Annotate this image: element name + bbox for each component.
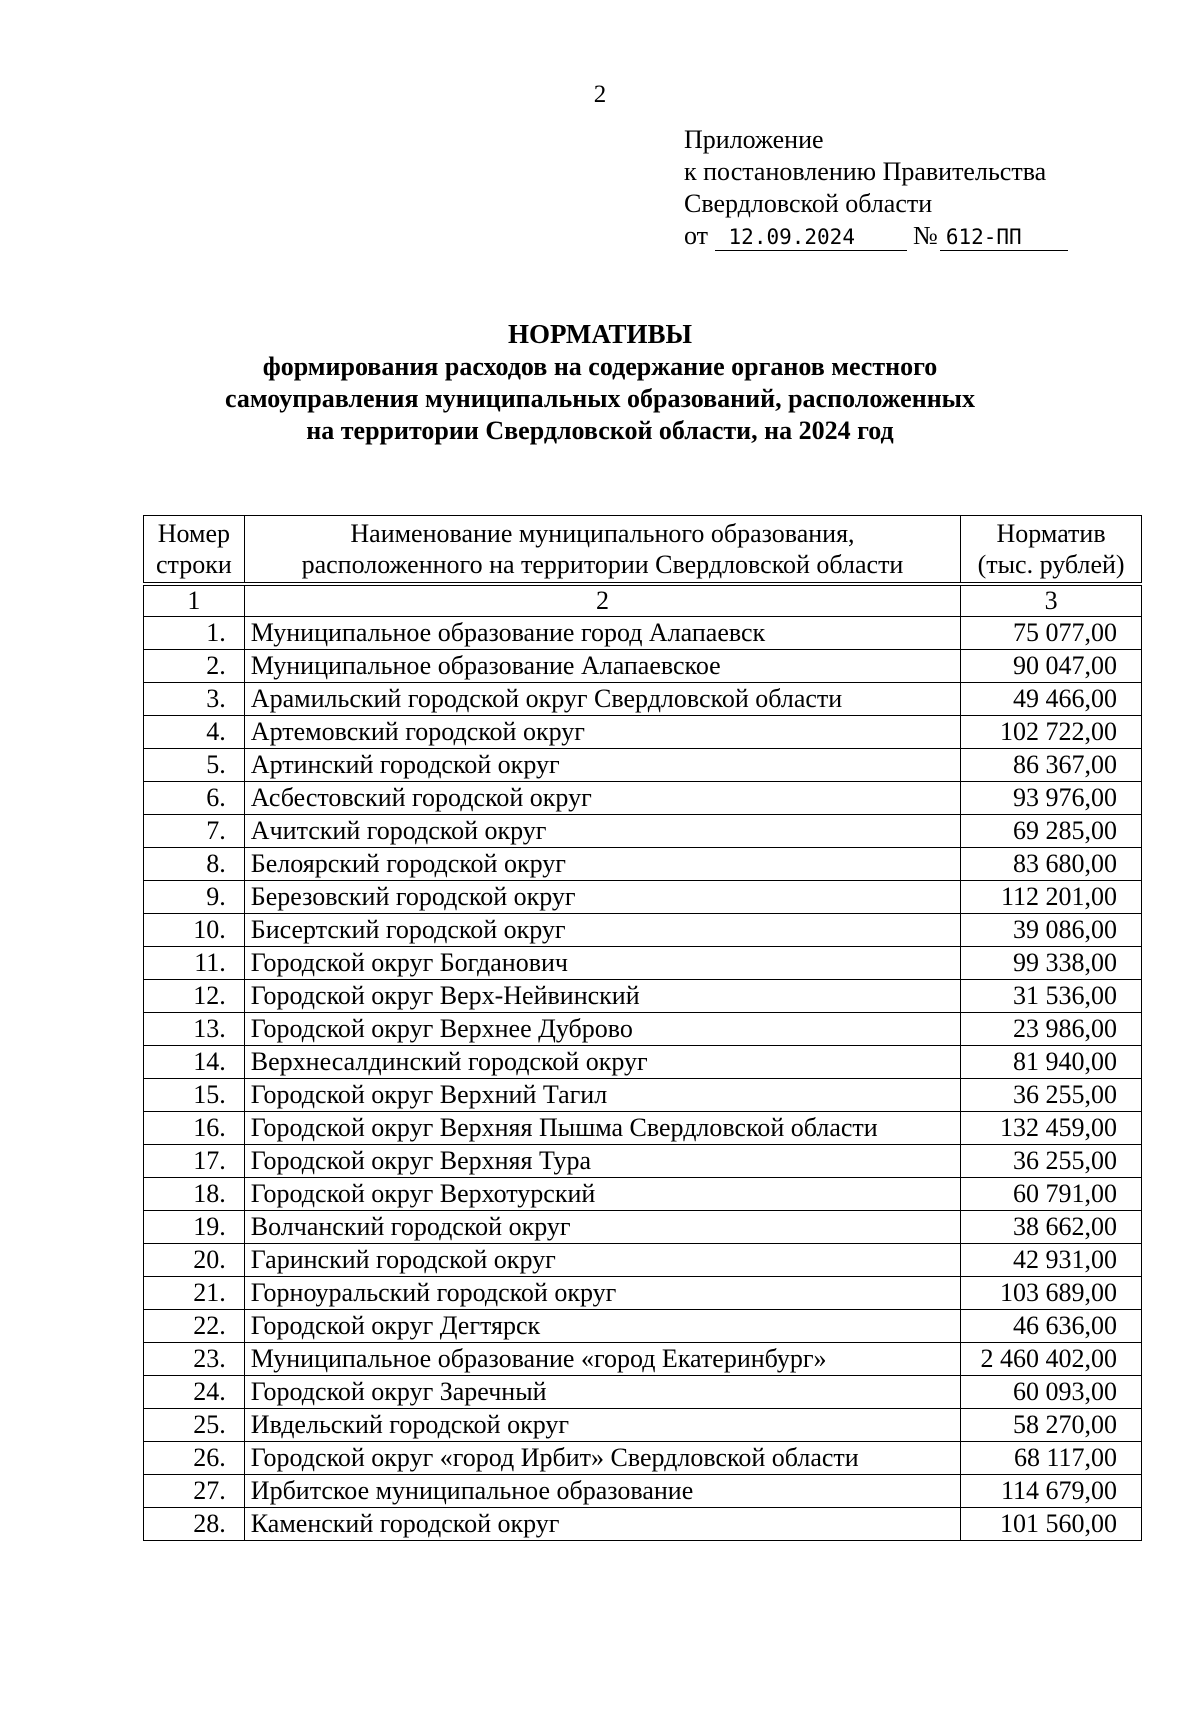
table-row [144,1013,1142,1046]
norm-value: 36 255,00 [961,1145,1142,1178]
row-number: 14. [144,1046,245,1079]
table-header-row [144,516,1142,585]
norm-value: 83 680,00 [961,848,1142,881]
row-number: 6. [144,782,245,815]
norm-value: 132 459,00 [961,1112,1142,1145]
title-line-1: формирования расходов на содержание органов местного [262,352,938,381]
row-number: 8. [144,848,245,881]
row-number: 25. [144,1409,245,1442]
municipality-name: Ирбитское муниципальное образование [244,1475,960,1508]
norm-value: 46 636,00 [961,1310,1142,1343]
municipality-name: Ивдельский городской округ [244,1409,960,1442]
row-number: 27. [144,1475,245,1508]
municipality-name: Ачитский городской округ [244,815,960,848]
norm-value: 23 986,00 [961,1013,1142,1046]
table-row [144,1409,1142,1442]
municipality-name: Каменский городской округ [244,1508,960,1541]
date-prefix: от [684,221,709,250]
row-number: 23. [144,1343,245,1376]
row-number: 5. [144,749,245,782]
page-number: 2 [593,81,607,108]
norm-value: 60 791,00 [961,1178,1142,1211]
municipality-name: Березовский городской округ [244,881,960,914]
table-row [144,947,1142,980]
municipality-name: Городской округ Верхняя Пышма Свердловской области [244,1112,960,1145]
title-line-3: на территории Свердловской области, на 2024 год [306,416,894,445]
municipality-name: Муниципальное образование «город Екатеринбург» [244,1343,960,1376]
norm-value: 31 536,00 [961,980,1142,1013]
norm-value: 81 940,00 [961,1046,1142,1079]
norm-value: 36 255,00 [961,1079,1142,1112]
norm-value: 68 117,00 [961,1442,1142,1475]
table-row [144,848,1142,881]
municipality-name: Городской округ «город Ирбит» Свердловской области [244,1442,960,1475]
header-row-number-line-2: строки [156,550,232,579]
appendix-block [684,124,1068,252]
header-norm-line-1: Норматив [996,519,1106,548]
header-norm-line-2: (тыс. рублей) [977,550,1125,579]
appendix-line-3: Свердловской области [684,189,933,218]
appendix-line-2: к постановлению Правительства [684,157,1047,186]
document-title [0,318,1200,447]
table-row [144,782,1142,815]
municipality-name: Городской округ Верхотурский [244,1178,960,1211]
municipality-name: Арамильский городской округ Свердловской области [244,683,960,716]
norm-value: 101 560,00 [961,1508,1142,1541]
norm-value: 86 367,00 [961,749,1142,782]
row-number: 17. [144,1145,245,1178]
norm-value: 114 679,00 [961,1475,1142,1508]
header-municipality [244,516,960,585]
table-row [144,914,1142,947]
table-row [144,1244,1142,1277]
table-row [144,1211,1142,1244]
norm-value: 99 338,00 [961,947,1142,980]
table-row [144,815,1142,848]
header-row-number-line-1: Номер [157,519,231,548]
norm-value: 75 077,00 [961,617,1142,650]
norm-value: 69 285,00 [961,815,1142,848]
row-number: 11. [144,947,245,980]
municipality-name: Городской округ Верх-Нейвинский [244,980,960,1013]
column-number-2: 2 [244,584,960,617]
municipality-name: Волчанский городской округ [244,1211,960,1244]
norm-value: 60 093,00 [961,1376,1142,1409]
column-number-1: 1 [144,584,245,617]
norm-value: 49 466,00 [961,683,1142,716]
table-row [144,1475,1142,1508]
row-number: 20. [144,1244,245,1277]
row-number: 3. [144,683,245,716]
row-number: 4. [144,716,245,749]
header-municipality-line-2: расположенного на территории Свердловской области [301,550,904,579]
table-row [144,650,1142,683]
appendix-reference-line [684,220,1068,252]
norm-value: 112 201,00 [961,881,1142,914]
row-number: 18. [144,1178,245,1211]
number-prefix: № [913,221,938,250]
header-municipality-line-1: Наименование муниципального образования, [350,519,855,548]
row-number: 28. [144,1508,245,1541]
row-number: 13. [144,1013,245,1046]
row-number: 15. [144,1079,245,1112]
norm-value: 2 460 402,00 [961,1343,1142,1376]
table-row [144,1310,1142,1343]
row-number: 24. [144,1376,245,1409]
table-row [144,1376,1142,1409]
table-row [144,716,1142,749]
municipality-name: Муниципальное образование Алапаевское [244,650,960,683]
table-row [144,1277,1142,1310]
municipality-name: Муниципальное образование город Алапаевск [244,617,960,650]
table-row [144,1178,1142,1211]
row-number: 7. [144,815,245,848]
column-number-row [144,584,1142,617]
row-number: 21. [144,1277,245,1310]
row-number: 12. [144,980,245,1013]
table-row [144,1145,1142,1178]
municipality-name: Городской округ Богданович [244,947,960,980]
norm-value: 102 722,00 [961,716,1142,749]
municipality-name: Городской округ Дегтярск [244,1310,960,1343]
municipality-name: Артемовский городской округ [244,716,960,749]
appendix-line-1: Приложение [684,125,824,154]
header-norm [961,516,1142,585]
municipality-name: Артинский городской округ [244,749,960,782]
municipality-name: Белоярский городской округ [244,848,960,881]
norm-value: 39 086,00 [961,914,1142,947]
table-row [144,1343,1142,1376]
column-number-3: 3 [961,584,1142,617]
decree-date: 12.09.2024 [715,224,907,251]
norm-value: 42 931,00 [961,1244,1142,1277]
norm-value: 90 047,00 [961,650,1142,683]
municipality-name: Городской округ Верхнее Дуброво [244,1013,960,1046]
municipality-name: Гаринский городской округ [244,1244,960,1277]
municipality-name: Верхнесалдинский городской округ [244,1046,960,1079]
municipality-name: Городской округ Верхний Тагил [244,1079,960,1112]
row-number: 9. [144,881,245,914]
municipality-name: Городской округ Заречный [244,1376,960,1409]
norm-value: 38 662,00 [961,1211,1142,1244]
table-row [144,617,1142,650]
table-row [144,1112,1142,1145]
row-number: 19. [144,1211,245,1244]
municipality-name: Бисертский городской округ [244,914,960,947]
municipality-name: Городской округ Верхняя Тура [244,1145,960,1178]
row-number: 1. [144,617,245,650]
row-number: 16. [144,1112,245,1145]
decree-number: 612-ПП [940,224,1068,251]
norms-table [143,515,1142,1541]
title-line-2: самоуправления муниципальных образований, расположенных [225,384,975,413]
row-number: 10. [144,914,245,947]
norm-value: 103 689,00 [961,1277,1142,1310]
table-row [144,749,1142,782]
norm-value: 58 270,00 [961,1409,1142,1442]
title-main: НОРМАТИВЫ [507,319,693,349]
row-number: 22. [144,1310,245,1343]
table-row [144,1046,1142,1079]
row-number: 26. [144,1442,245,1475]
municipality-name: Горноуральский городской округ [244,1277,960,1310]
header-row-number [144,516,245,585]
table-row [144,1442,1142,1475]
table-row [144,980,1142,1013]
table-row [144,683,1142,716]
table-row [144,881,1142,914]
table-row [144,1508,1142,1541]
row-number: 2. [144,650,245,683]
municipality-name: Асбестовский городской округ [244,782,960,815]
norm-value: 93 976,00 [961,782,1142,815]
table-row [144,1079,1142,1112]
